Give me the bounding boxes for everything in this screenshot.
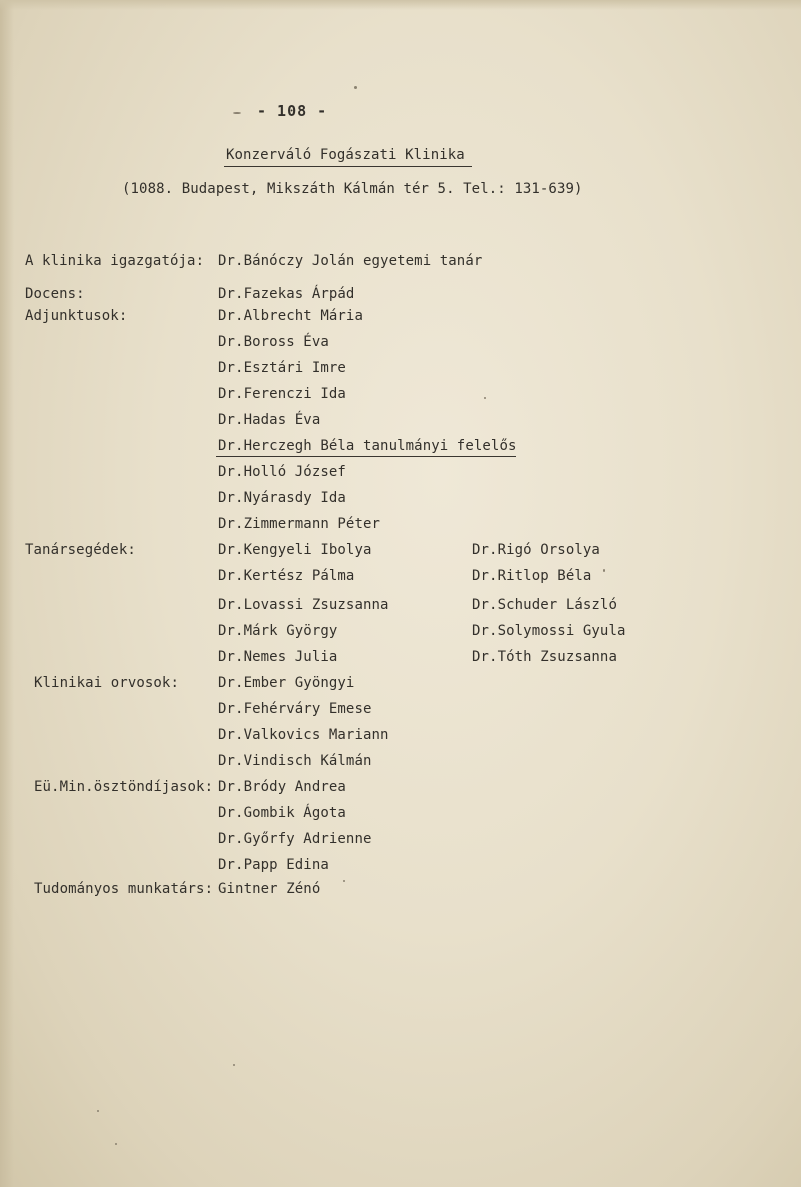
- scan-speck: [233, 112, 241, 114]
- assistant-name: Dr.Kertész Pálma: [218, 568, 355, 584]
- scholar-name: Dr.Papp Edina: [218, 857, 329, 873]
- scan-speck: [115, 1143, 117, 1145]
- director-name: Dr.Bánóczy Jolán egyetemi tanár: [218, 253, 483, 269]
- adjunct-label: Adjunktusok:: [25, 308, 128, 324]
- assistant-name: Dr.Nemes Julia: [218, 649, 338, 665]
- adjunct-name: Dr.Esztári Imre: [218, 360, 346, 376]
- research-label: Tudományos munkatárs:: [34, 881, 214, 897]
- scan-speck: [603, 569, 605, 572]
- director-label: A klinika igazgatója:: [25, 253, 205, 269]
- assistant-name: Dr.Ritlop Béla: [472, 568, 592, 584]
- clinical-label: Klinikai orvosok:: [34, 675, 179, 691]
- page-top-shadow: [0, 0, 801, 10]
- scan-speck: [343, 880, 345, 882]
- page-edge-shadow: [0, 0, 14, 1187]
- assistant-name: Dr.Kengyeli Ibolya: [218, 542, 372, 558]
- adjunct-name: Dr.Hadas Éva: [218, 412, 321, 428]
- adjunct-name: Dr.Herczegh Béla tanulmányi felelős: [218, 438, 517, 454]
- clinic-title: Konzerváló Fogászati Klinika: [226, 147, 465, 163]
- assistant-label: Tanársegédek:: [25, 542, 136, 558]
- researcher-name: Gintner Zénó: [218, 881, 321, 897]
- assistant-name: Dr.Solymossi Gyula: [472, 623, 626, 639]
- scholar-name: Dr.Gombik Ágota: [218, 805, 346, 821]
- clinician-name: Dr.Vindisch Kálmán: [218, 753, 372, 769]
- scan-speck: [354, 86, 357, 89]
- assistant-name: Dr.Rigó Orsolya: [472, 542, 600, 558]
- adjunct-name: Dr.Zimmermann Péter: [218, 516, 381, 532]
- scan-speck: [484, 397, 486, 399]
- adjunct-name: Dr.Ferenczi Ida: [218, 386, 346, 402]
- clinician-name: Dr.Valkovics Mariann: [218, 727, 389, 743]
- title-underline: [224, 166, 472, 167]
- highlight-underline: [216, 456, 516, 457]
- docent-label: Docens:: [25, 286, 85, 302]
- adjunct-name: Dr.Holló József: [218, 464, 346, 480]
- adjunct-name: Dr.Nyárasdy Ida: [218, 490, 346, 506]
- assistant-name: Dr.Lovassi Zsuzsanna: [218, 597, 389, 613]
- adjunct-name: Dr.Boross Éva: [218, 334, 329, 350]
- scholarship-label: Eü.Min.ösztöndíjasok:: [34, 779, 214, 795]
- scan-speck: [97, 1110, 99, 1112]
- docent-name: Dr.Fazekas Árpád: [218, 286, 355, 302]
- clinician-name: Dr.Ember Gyöngyi: [218, 675, 355, 691]
- assistant-name: Dr.Schuder László: [472, 597, 617, 613]
- clinician-name: Dr.Fehérváry Emese: [218, 701, 372, 717]
- assistant-name: Dr.Márk György: [218, 623, 338, 639]
- scan-speck: [233, 1064, 235, 1066]
- assistant-name: Dr.Tóth Zsuzsanna: [472, 649, 617, 665]
- scholar-name: Dr.Győrfy Adrienne: [218, 831, 372, 847]
- clinic-address: (1088. Budapest, Mikszáth Kálmán tér 5. Tel.: 131-639): [122, 181, 583, 197]
- page-number: - 108 -: [257, 102, 328, 120]
- adjunct-name: Dr.Albrecht Mária: [218, 308, 363, 324]
- scholar-name: Dr.Bródy Andrea: [218, 779, 346, 795]
